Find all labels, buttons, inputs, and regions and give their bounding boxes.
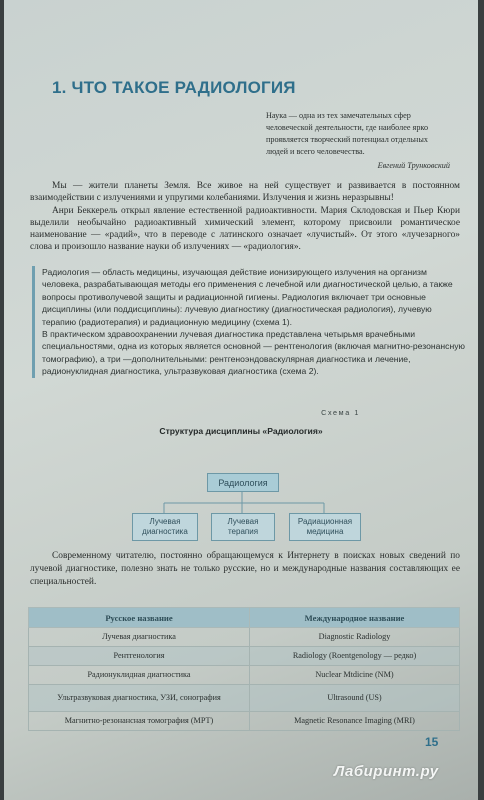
table-row bbox=[29, 647, 460, 666]
table-header: Русское название bbox=[29, 608, 250, 628]
names-table bbox=[28, 607, 460, 731]
definition-paragraph: Радиология — область медицины, изучающая действие ионизирующего излучения на организм человека, разрабатывающая методы его применения с лечебной или диагностической целью, а также вопросы противолучевой защиты и радиационной гигиены. Радиология включает три основные дисциплины (или поддисциплины): лучевую диагностику (диагностическая радиология), лучевую терапию (радиотерапия) и радиационную медицину (схема 1). bbox=[42, 267, 453, 327]
schema-child-box bbox=[211, 513, 275, 541]
schema-child-line: терапия bbox=[227, 527, 259, 536]
outro-text bbox=[30, 550, 460, 589]
table-cell: Рентгенология bbox=[29, 647, 250, 666]
table-cell: Ультразвуковая диагностика, УЗИ, сонография bbox=[29, 685, 250, 712]
schema-child-line: диагностика bbox=[142, 527, 188, 536]
table-cell: Diagnostic Radiology bbox=[250, 628, 460, 647]
schema-root-label: Радиология bbox=[218, 477, 268, 488]
table-row bbox=[29, 666, 460, 685]
table-cell: Radiology (Roentgenology — редко) bbox=[250, 647, 460, 666]
table-row bbox=[29, 685, 460, 712]
intro-paragraph: Анри Беккерель открыл явление естественной радиоактивности. Мария Склодовская и Пьер Кюри выделили необычайно радиоактивный химический элемент, которому присвоили романтическое наименование — «радий», что в переводе с латинского означает «лучистый». От этого «лучезарного» слова и произошло название науки об излучениях — «радиология». bbox=[30, 205, 460, 253]
schema-child-line: медицина bbox=[306, 527, 344, 536]
intro-paragraph: Мы — жители планеты Земля. Все живое на ней существует и развивается в постоянном взаимодействии с излучениями и упругими колебаниями. Излучения и жизнь неразрывны! bbox=[30, 181, 460, 204]
schema-label-text: Схема 1 bbox=[321, 408, 360, 417]
intro-text bbox=[30, 180, 460, 254]
table-cell: Радионуклидная диагностика bbox=[29, 666, 250, 685]
watermark-logo: Лабиринт.ру bbox=[334, 763, 439, 780]
schema-child-line: Радиационная bbox=[297, 517, 353, 526]
outro-paragraph: Современному читателю, постоянно обращающемуся к Интернету в поисках новых сведений по лучевой диагностике, полезно знать не только русские, но и международные названия составляющих ее специальностей. bbox=[30, 551, 460, 587]
schema-label bbox=[4, 408, 478, 417]
schema-root-box bbox=[207, 473, 279, 492]
schema-title: Структура дисциплины «Радиология» bbox=[159, 426, 323, 436]
schema-child-box bbox=[289, 513, 361, 541]
epigraph bbox=[266, 110, 450, 172]
table-header: Международное название bbox=[250, 608, 460, 628]
table-row bbox=[29, 712, 460, 731]
chapter-title: 1. ЧТО ТАКОЕ РАДИОЛОГИЯ bbox=[52, 78, 296, 97]
epigraph-author: Евгений Трунковский bbox=[377, 161, 450, 170]
definition-block bbox=[32, 266, 466, 378]
table-cell: Magnetic Resonance Imaging (MRI) bbox=[250, 712, 460, 731]
schema-child-line: Лучевая bbox=[227, 517, 259, 526]
schema-child-box bbox=[132, 513, 198, 541]
page-number: 15 bbox=[425, 735, 439, 749]
book-page bbox=[4, 0, 478, 800]
table-cell: Магнитно-резонансная томография (МРТ) bbox=[29, 712, 250, 731]
table-row bbox=[29, 628, 460, 647]
table-cell: Лучевая диагностика bbox=[29, 628, 250, 647]
definition-paragraph: В практическом здравоохранении лучевая диагностика представлена четырьмя врачебными специальностями, одна из которых является основной — рентгенология (включая магнитно-резонансную томографию), а три —дополнительными: рентгеноэндоваскулярная диагностика и лечение, радионуклидная диагностика, ультразвуковая диагностика (схема 2). bbox=[42, 329, 465, 377]
table-cell: Nuclear Mtdicine (NM) bbox=[250, 666, 460, 685]
schema-child-line: Лучевая bbox=[149, 517, 181, 526]
table-cell: Ultrasound (US) bbox=[250, 685, 460, 712]
table-header-row bbox=[29, 608, 460, 628]
epigraph-text: Наука — одна из тех замечательных сфер человеческой деятельности, где наиболее ярко проявляется творческий потенциал отдельных людей и всего человечества. bbox=[266, 111, 429, 156]
